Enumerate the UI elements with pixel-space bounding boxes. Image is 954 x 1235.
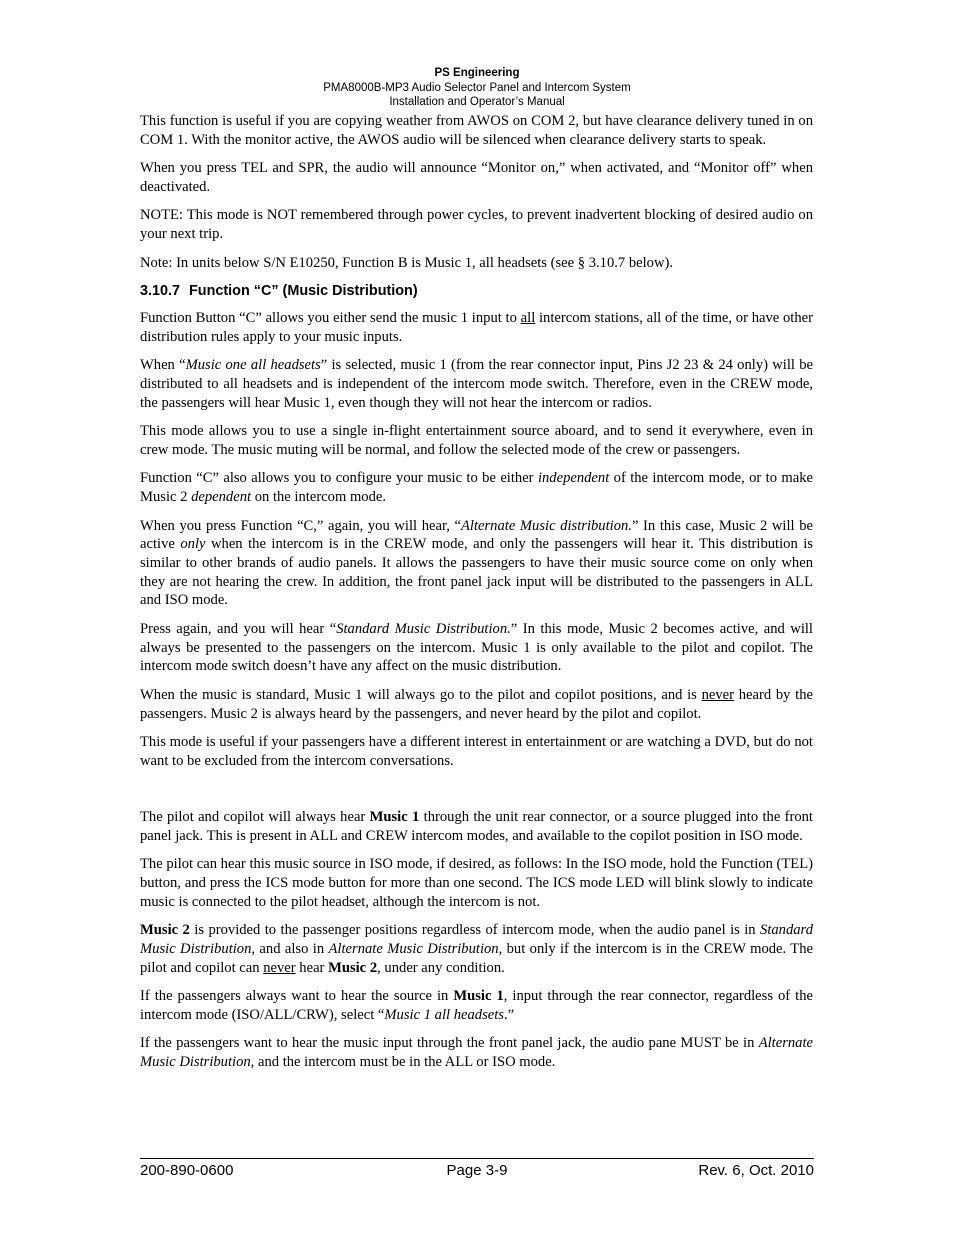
header-company: PS Engineering	[434, 67, 520, 79]
paragraph-function-c: Function Button “C” allows you either send the music 1 input to all intercom stations, all of the time, or have other distribution rules apply to your music inputs.	[140, 310, 813, 345]
paragraph-alternate-distribution: When you press Function “C,” again, you will hear, “Alternate Music distribution.” In this case, Music 2 will be active only when the intercom is in the CREW mode, and only the passengers will hear it. This distribution is similar to other brands of audio panels. It allows the passengers to have their music source come on only when they are not hearing the crew. In addition, the front panel jack input will be distributed to the passengers in ALL and ISO mode.	[140, 517, 813, 609]
blank-gap	[140, 780, 813, 808]
paragraph-serial-note: Note: In units below S/N E10250, Function B is Music 1, all headsets (see § 3.10.7 below).	[140, 254, 674, 271]
page-body	[140, 112, 813, 1082]
footer-page-number: Page 3-9	[446, 1162, 508, 1179]
paragraph-music-2: Music 2 is provided to the passenger positions regardless of intercom mode, when the audio panel is in Standard Music Distribution, and also in Alternate Music Distribution, but only if the intercom is in the CREW mode. The pilot and copilot can never hear Music 2, under any condition.	[140, 922, 813, 976]
paragraph-iso-mode: The pilot can hear this music source in ISO mode, if desired, as follows: In the ISO mode, hold the Function (TEL) button, and press the ICS mode button for more than one second. The ICS mode LED will blink slowly to indicate music is connected to the pilot headset, although the intercom is not.	[140, 856, 813, 910]
paragraph-single-source: This mode allows you to use a single in-flight entertainment source aboard, and to send it everywhere, even in crew mode. The music muting will be normal, and follow the selected mode of the crew or passengers.	[140, 423, 813, 458]
footer-revision: Rev. 6, Oct. 2010	[698, 1162, 814, 1179]
paragraph-standard-distribution: Press again, and you will hear “Standard Music Distribution.” In this mode, Music 2 becomes active, and will always be presented to the passengers on the intercom. Music 1 is only available to the pilot and copilot. The intercom mode switch doesn’t have any affect on the music distribution.	[140, 620, 813, 675]
paragraph-passengers-music-1: If the passengers always want to hear the source in Music 1, input through the rear connector, regardless of the intercom mode (ISO/ALL/CRW), select “Music 1 all headsets.”	[140, 988, 813, 1023]
paragraph-standard-music: When the music is standard, Music 1 will always go to the pilot and copilot positions, and is never heard by the passengers. Music 2 is always heard by the passengers, and never heard by the pilot and copilot.	[140, 686, 813, 722]
header-product: PMA8000B-MP3 Audio Selector Panel and Intercom System	[323, 81, 631, 94]
paragraph-configure-music: Function “C” also allows you to configure your music to be either independent of the intercom mode, or to make Music 2 dependent on the intercom mode.	[140, 470, 813, 506]
section-title: Function “C” (Music Distribution)	[189, 283, 418, 300]
section-heading	[140, 282, 813, 300]
paragraph-dvd-usage: This mode is useful if your passengers have a different interest in entertainment or are watching a DVD, but do not want to be excluded from the intercom conversations.	[140, 734, 813, 769]
page-footer	[140, 1158, 814, 1179]
section-number: 3.10.7	[140, 283, 181, 300]
paragraph-music-one-all: When “Music one all headsets” is selected, music 1 (from the rear connector input, Pins J2 23 & 24 only) will be distributed to all headsets and is independent of the intercom mode switch. Therefore, even in the CREW mode, the passengers will hear Music 1, even though they will not hear the intercom or radios.	[140, 357, 813, 411]
footer-phone: 200-890-0600	[140, 1162, 234, 1179]
paragraph-pilot-music-1: The pilot and copilot will always hear Music 1 through the unit rear connector, or a source plugged into the front panel jack. This is present in ALL and CREW intercom modes, and available to the copilot position in ISO mode.	[140, 809, 813, 844]
header-manual-title: Installation and Operator’s Manual	[389, 96, 565, 108]
paragraph-monitor-note: NOTE: This mode is NOT remembered through power cycles, to prevent inadvertent blocking of desired audio on your next trip.	[140, 207, 813, 243]
page-header	[0, 66, 954, 110]
paragraph-front-panel-jack: If the passengers want to hear the music input through the front panel jack, the audio pane MUST be in Alternate Music Distribution, and the intercom must be in the ALL or ISO mode.	[140, 1035, 813, 1071]
paragraph-awos-example: This function is useful if you are copying weather from AWOS on COM 2, but have clearance delivery tuned in on COM 1. With the monitor active, the AWOS audio will be silenced when clearance delivery starts to speak.	[140, 113, 813, 148]
paragraph-monitor-announce: When you press TEL and SPR, the audio will announce “Monitor on,” when activated, and “Monitor off” when deactivated.	[140, 160, 813, 195]
